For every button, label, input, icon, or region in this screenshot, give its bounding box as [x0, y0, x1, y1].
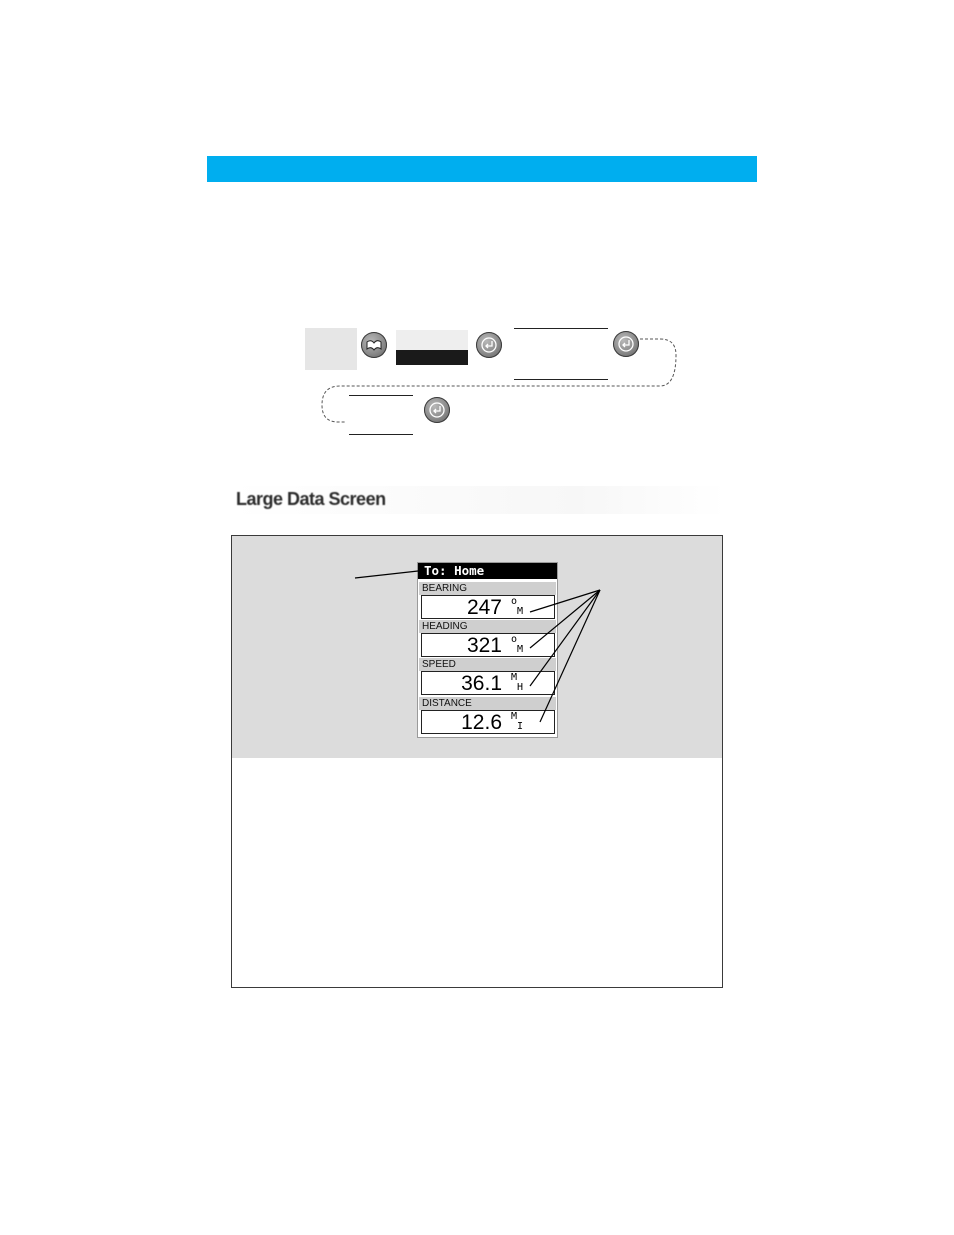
field-distance — [421, 710, 555, 734]
enter-key-icon — [424, 397, 450, 423]
device-screen — [417, 562, 558, 738]
bearing-unit: o M — [511, 596, 524, 617]
underline — [349, 395, 413, 396]
field-bearing — [421, 595, 555, 619]
distance-value: 12.6 — [461, 711, 502, 734]
speed-unit: M H — [511, 672, 524, 693]
underline — [349, 434, 413, 435]
speed-value: 36.1 — [461, 672, 502, 695]
destination-title: To: Home — [418, 563, 557, 579]
field-speed — [421, 671, 555, 695]
field-label-heading: HEADING — [419, 620, 556, 633]
heading-value: 321 — [466, 634, 502, 657]
heading-unit: o M — [511, 634, 524, 655]
bearing-value: 247 — [466, 596, 502, 619]
distance-unit: M I — [511, 711, 524, 732]
field-label-bearing: BEARING — [419, 582, 556, 595]
field-label-speed: SPEED — [419, 658, 556, 671]
section-title: Large Data Screen — [236, 489, 386, 509]
field-heading — [421, 633, 555, 657]
field-label-distance: DISTANCE — [419, 697, 556, 710]
section-heading — [230, 486, 726, 514]
